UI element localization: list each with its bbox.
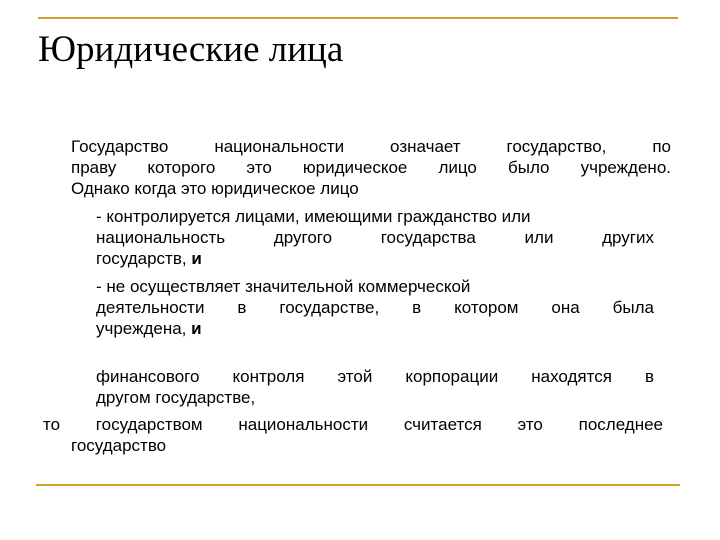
- intro-paragraph: [71, 136, 671, 199]
- intro-line: Государство национальности означает государство, по: [71, 137, 671, 156]
- condition-2: [96, 276, 654, 339]
- intro-line: Однако когда это юридическое лицо: [71, 179, 359, 198]
- financial-control-paragraph: [96, 366, 654, 408]
- conclusion-line: то государством национальности считается это последнее: [43, 415, 663, 434]
- conclusion-line: государство: [71, 436, 167, 455]
- slide-title: Юридические лица: [38, 29, 344, 70]
- financial-control-line: финансового контроля этой корпорации находятся в: [96, 367, 654, 386]
- condition-1-tail: государств,: [96, 249, 192, 268]
- condition-1: [96, 206, 654, 269]
- condition-2-line: деятельности в государстве, в котором она была: [96, 298, 654, 317]
- conjunction-and: и: [191, 249, 202, 268]
- condition-2-tail-line: [96, 318, 654, 339]
- conclusion-paragraph: [43, 414, 663, 456]
- condition-1-tail-line: [96, 248, 654, 269]
- bottom-rule: [36, 484, 680, 486]
- condition-1-line: национальность другого государства или других: [96, 228, 654, 247]
- condition-2-line: - не осуществляет значительной коммерческой: [96, 277, 471, 296]
- conjunction-and: и: [191, 319, 202, 338]
- intro-line: праву которого это юридическое лицо было учреждено.: [71, 158, 671, 177]
- financial-control-line: другом государстве,: [96, 388, 256, 407]
- condition-2-tail: учреждена,: [96, 319, 192, 338]
- top-rule: [38, 17, 678, 19]
- condition-1-line: - контролируется лицами, имеющими гражданство или: [96, 207, 531, 226]
